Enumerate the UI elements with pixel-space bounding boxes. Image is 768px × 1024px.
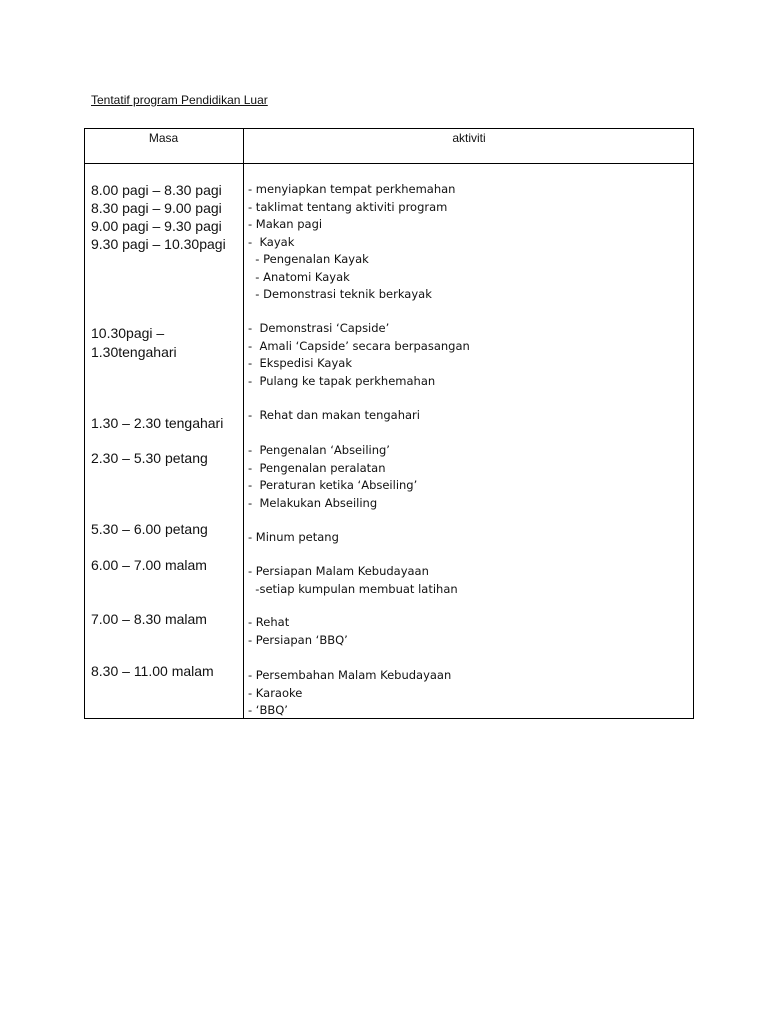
aktiviti-line: - Kayak (248, 234, 295, 249)
aktiviti-line: - Karaoke (248, 685, 303, 700)
aktiviti-line: - Melakukan Abseiling (248, 495, 378, 510)
masa-cell: 1.30 – 2.30 tengahari (91, 415, 224, 431)
masa-cell: 2.30 – 5.30 petang (91, 450, 208, 466)
masa-cell: 7.00 – 8.30 malam (91, 611, 207, 627)
aktiviti-line: - Minum petang (248, 530, 339, 544)
aktiviti-line: - taklimat tentang aktiviti program (248, 199, 448, 214)
aktiviti-line: - Peraturan ketika ‘Abseiling’ (248, 478, 418, 492)
masa-cell: 6.00 – 7.00 malam (91, 557, 207, 573)
aktiviti-line: - Demonstrasi ‘Capside’ (248, 321, 390, 335)
aktiviti-line: - Amali ‘Capside’ secara berpasangan (248, 338, 470, 353)
masa-cell: 8.00 pagi – 8.30 pagi (91, 182, 222, 198)
header-masa: Masa (148, 131, 179, 145)
aktiviti-line: - Ekspedisi Kayak (248, 356, 352, 370)
aktiviti-line: - Persiapan Malam Kebudayaan (248, 564, 429, 578)
header-aktiviti: aktiviti (452, 131, 486, 145)
aktiviti-line: - Rehat (248, 615, 290, 629)
aktiviti-line: - Persiapan ‘BBQ’ (248, 632, 348, 647)
aktiviti-line: - ‘BBQ’ (248, 703, 288, 717)
masa-cell: 10.30pagi – (91, 325, 165, 341)
aktiviti-line: - Pulang ke tapak perkhemahan (248, 373, 436, 388)
aktiviti-line: - Demonstrasi teknik berkayak (248, 287, 432, 301)
document-title: Tentatif program Pendidikan Luar (91, 93, 268, 107)
aktiviti-line: - Pengenalan ‘Abseiling’ (248, 443, 390, 457)
header-divider (84, 163, 694, 164)
aktiviti-line: - Makan pagi (248, 217, 323, 231)
aktiviti-line: -setiap kumpulan membuat latihan (248, 581, 458, 596)
aktiviti-line: - menyiapkan tempat perkhemahan (248, 182, 456, 196)
aktiviti-line: - Pengenalan peralatan (248, 460, 386, 475)
masa-cell: 1.30tengahari (91, 344, 177, 360)
aktiviti-line: - Persembahan Malam Kebudayaan (248, 668, 452, 682)
masa-cell: 8.30 – 11.00 malam (91, 663, 214, 679)
masa-cell: 8.30 pagi – 9.00 pagi (91, 200, 222, 216)
aktiviti-line: - Pengenalan Kayak (248, 252, 369, 266)
aktiviti-line: - Rehat dan makan tengahari (248, 408, 420, 422)
aktiviti-line: - Anatomi Kayak (248, 269, 350, 284)
masa-cell: 9.30 pagi – 10.30pagi (91, 236, 226, 252)
masa-cell: 9.00 pagi – 9.30 pagi (91, 218, 222, 234)
masa-cell: 5.30 – 6.00 petang (91, 521, 208, 537)
column-divider (243, 128, 244, 719)
